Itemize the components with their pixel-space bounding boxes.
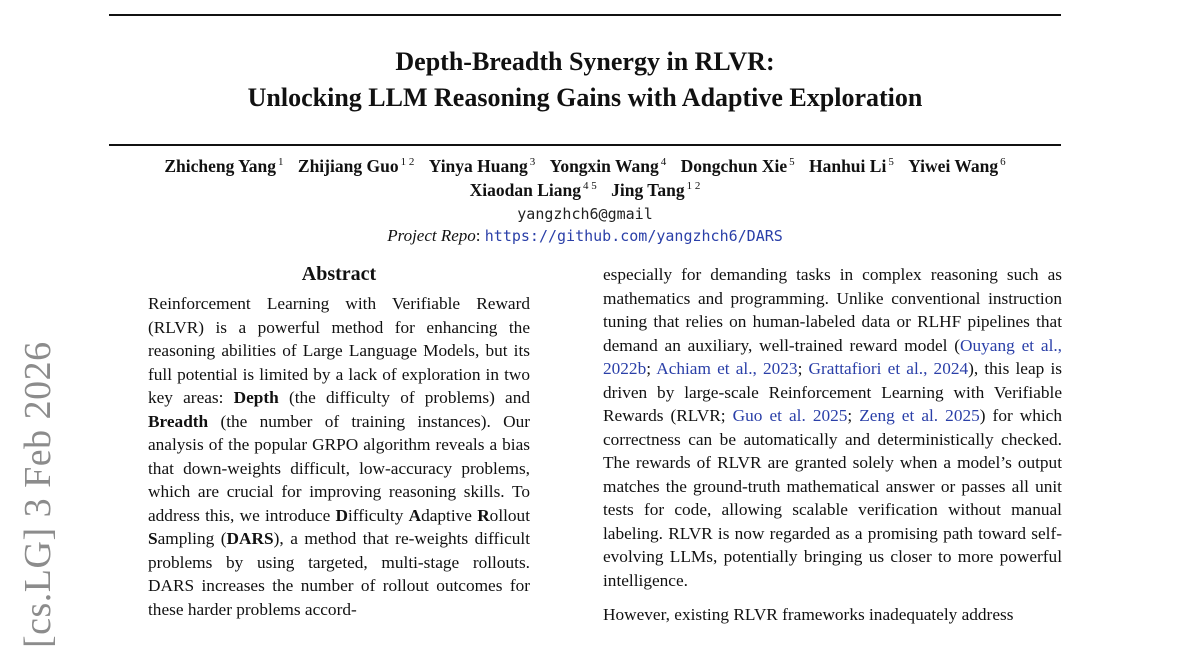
author — [809, 154, 894, 178]
project-repo — [109, 226, 1061, 246]
author — [429, 154, 536, 178]
intro-text: ), this leap is driven by large-scale Reinforcement Learning with Verifiable Rewards (RLVR; — [603, 359, 1062, 425]
author-list — [100, 154, 1070, 202]
abstract-text: ollout — [489, 505, 530, 525]
abstract-paragraph — [148, 292, 530, 621]
abstract-text: daptive — [421, 505, 478, 525]
author-name: Jing Tang — [611, 180, 685, 200]
abstract-text: Reinforcement Learning with Verifiable Reward (RLVR) is a powerful method for enhancing the reasoning abilities of Large Language Models, but its full potential is limited by a lack of exploration in two key areas: — [148, 294, 530, 407]
author-name: Xiaodan Liang — [469, 180, 582, 200]
author — [550, 154, 667, 178]
contact-email: yangzhch6@gmail — [517, 205, 653, 223]
author — [164, 154, 283, 178]
intro-paragraph — [603, 263, 1062, 592]
author — [298, 154, 414, 178]
abstract-text: ampling ( — [157, 529, 227, 548]
title-line-2: Unlocking LLM Reasoning Gains with Adaptive Exploration — [247, 83, 923, 112]
author-name: Yongxin Wang — [549, 156, 659, 176]
abstract-text: ), a method that re-weights difficult problems by using targeted, multi-stage rollouts. DARS increases the number of rollout outcomes for these harder problems accord- — [148, 529, 531, 619]
intro-text: ; — [646, 359, 657, 378]
top-rule — [109, 14, 1061, 16]
author-affiliation: 4 5 — [583, 180, 597, 192]
intro-text: especially for demanding tasks in complex reasoning such as mathematics and programming. Unlike conventional instruction tuning that relies on human-labeled data or RLHF pipelines that demand an auxiliary, well-trained reward model ( — [603, 265, 1062, 355]
author — [470, 178, 597, 202]
introduction-body — [603, 263, 1062, 627]
intro-paragraph: However, existing RLVR frameworks inadequately address — [603, 605, 1014, 624]
intro-text: ) for which correctness can be automatically and deterministically checked. The rewards of RLVR are granted solely when a model’s output matches the ground-truth mathematical answer or passes all unit tests for code, allowing scalable verification without manual labeling. RLVR is now regarded as a promising path toward self-evolving LLMs, potentially bringing us closer to more powerful intelligence. — [603, 406, 1062, 590]
author-affiliation: 4 — [660, 156, 667, 168]
acronym-letter: R — [477, 505, 490, 525]
paper-title — [109, 44, 1061, 116]
abstract-text: (the difficulty of problems) and — [278, 388, 530, 407]
author-affiliation: 1 2 — [686, 180, 701, 192]
abstract-text: (the number of training instances). Our analysis of the popular GRPO algorithm reveals a bias that down-weights difficult, low-accuracy problems, which are crucial for improving reasoning skills. To address this, we introduce — [148, 411, 530, 525]
intro-text: ; — [847, 406, 860, 425]
citation-link[interactable]: Ouyang et al., 2022b — [603, 335, 1063, 378]
author-affiliation: 5 — [888, 156, 894, 168]
acronym-letter: A — [408, 505, 422, 525]
author-affiliation: 1 2 — [400, 156, 415, 168]
acronym-letter: S — [148, 529, 158, 548]
citation-link[interactable]: Achiam et al., 2023 — [656, 359, 798, 378]
author-affiliation: 5 — [789, 156, 795, 168]
repo-separator: : — [475, 226, 485, 245]
author-name: Hanhui Li — [808, 156, 887, 176]
author-name: Zhijiang Guo — [297, 156, 399, 176]
depth-term: Depth — [233, 388, 279, 407]
author-name: Zhicheng Yang — [164, 156, 277, 176]
abstract-heading: Abstract — [301, 263, 377, 285]
author — [908, 154, 1005, 178]
author-affiliation: 6 — [1000, 156, 1006, 168]
repo-link[interactable]: https://github.com/yangzhch6/DARS — [484, 227, 783, 245]
citation-link[interactable]: Guo et al. 2025 — [732, 406, 848, 425]
author — [681, 154, 795, 178]
author-affiliation: 3 — [529, 156, 536, 168]
title-bottom-rule — [109, 144, 1061, 146]
citation-link[interactable]: Zeng et al. 2025 — [859, 406, 980, 425]
acronym-letter: D — [335, 505, 348, 525]
author — [611, 178, 700, 202]
abstract-body — [148, 292, 530, 621]
author-name: Yiwei Wang — [908, 156, 999, 176]
intro-text: ; — [797, 359, 809, 378]
breadth-term: Breadth — [148, 411, 209, 431]
author-affiliation: 1 — [278, 156, 284, 168]
author-name: Yinya Huang — [428, 156, 528, 176]
author-name: Dongchun Xie — [680, 156, 788, 176]
dars-acronym: DARS — [226, 529, 274, 548]
title-line-1: Depth-Breadth Synergy in RLVR: — [395, 47, 775, 76]
arxiv-stamp: [cs.LG] 3 Feb 2026 — [17, 341, 59, 648]
abstract-text: ifficulty — [347, 505, 409, 525]
citation-link[interactable]: Grattafiori et al., 2024 — [808, 359, 969, 378]
repo-label: Project Repo — [387, 226, 476, 245]
